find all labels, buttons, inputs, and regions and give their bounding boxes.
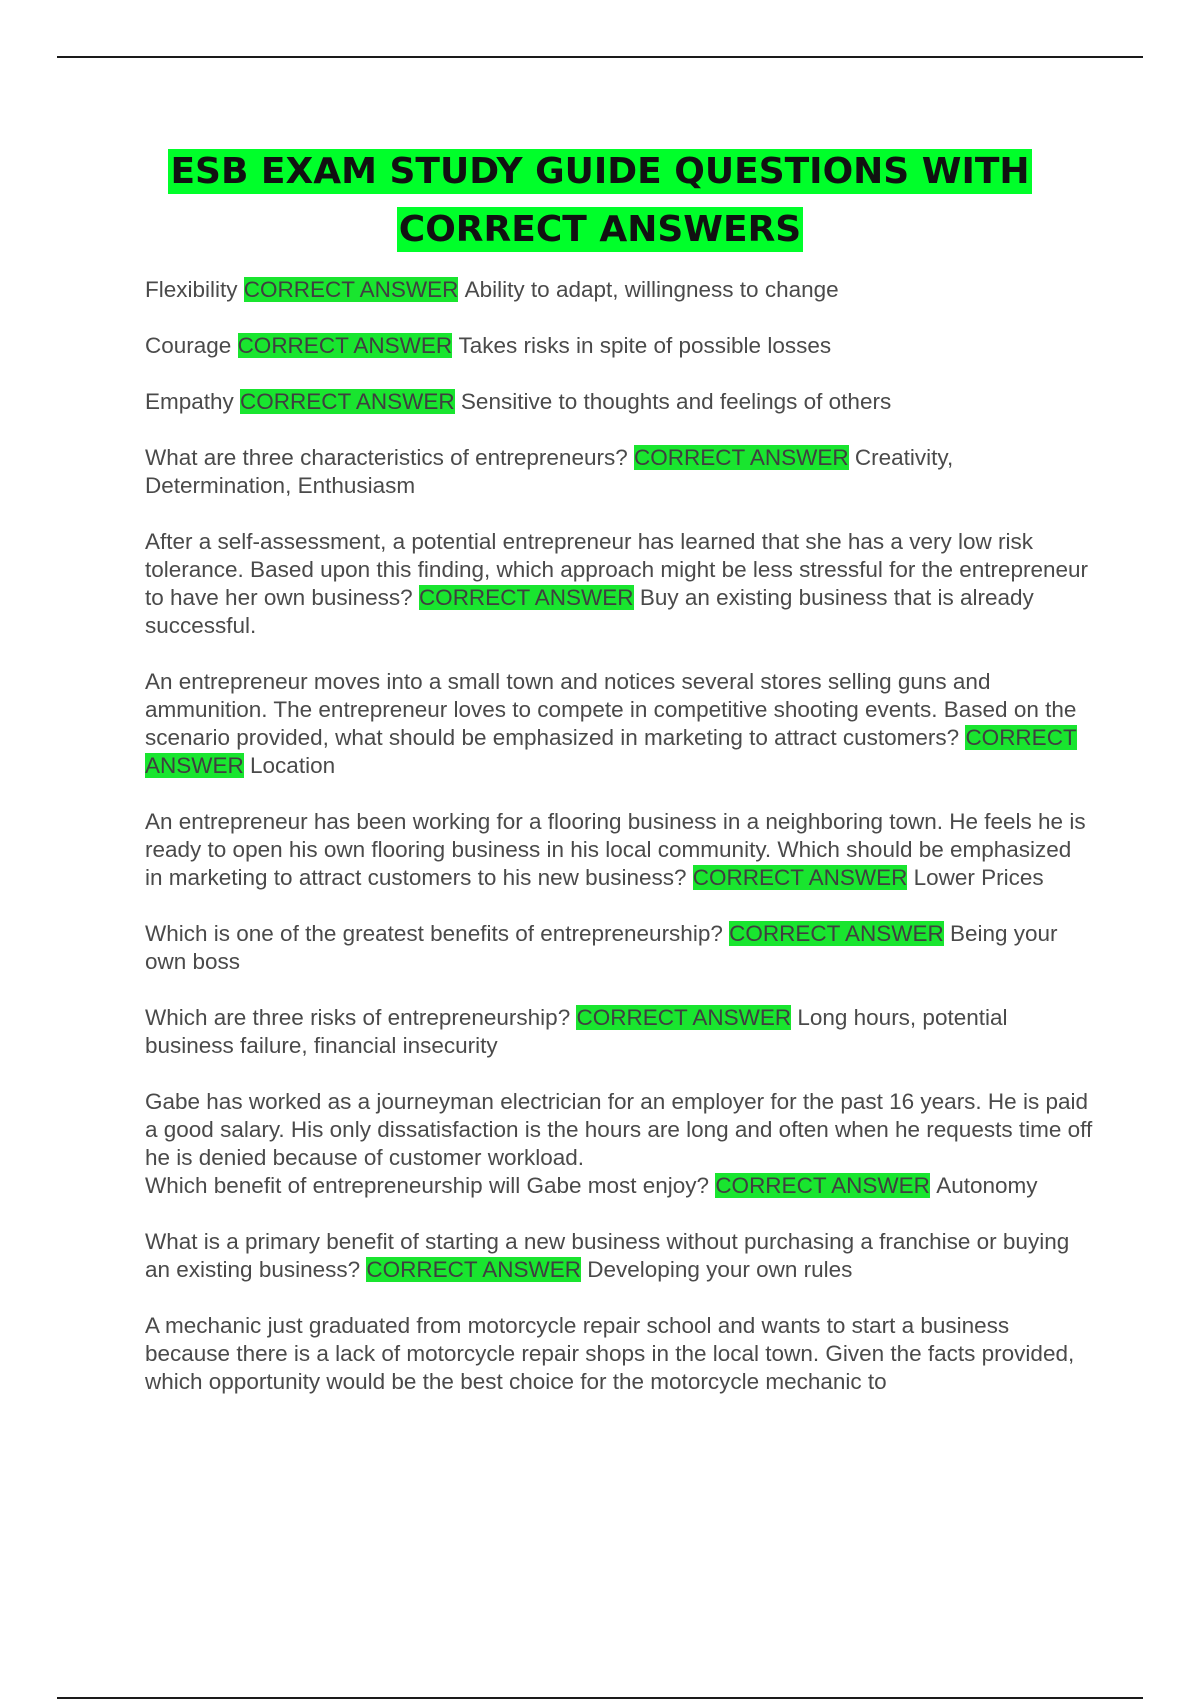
qa-item <box>145 668 1095 780</box>
answer-text: Creativity, Determination, Enthusiasm <box>145 445 954 498</box>
qa-item <box>145 1312 1095 1396</box>
answer-text: Autonomy <box>936 1173 1038 1198</box>
qa-item <box>145 808 1095 892</box>
question-text: Empathy <box>145 389 241 414</box>
title-line-2: CORRECT ANSWERS <box>398 209 802 250</box>
answer-text: Being your own boss <box>145 921 1058 974</box>
question-text: Which is one of the greatest benefits of entrepreneurship? <box>145 921 730 946</box>
question-text: An entrepreneur has been working for a flooring business in a neighboring town. He feels he is ready to open his own flooring business in his local community. Which should be emphasized in marketing to attract customers to his new business? <box>145 809 1086 890</box>
qa-item <box>145 388 1095 416</box>
correct-answer-tag: CORRECT ANSWER <box>576 1005 792 1030</box>
page-title <box>0 143 1200 259</box>
answer-text: Developing your own rules <box>587 1257 853 1282</box>
qa-item <box>145 276 1095 304</box>
answer-text: Long hours, potential business failure, financial insecurity <box>145 1005 1008 1058</box>
correct-answer-tag: CORRECT ANSWER <box>418 585 634 610</box>
correct-answer-tag: CORRECT ANSWER <box>366 1257 581 1282</box>
qa-list <box>145 276 1095 1424</box>
answer-text: Buy an existing business that is already successful. <box>145 585 1034 638</box>
correct-answer-tag: CORRECT ANSWER <box>729 921 944 946</box>
correct-answer-tag: CORRECT ANSWER <box>715 1173 930 1198</box>
title-line-1: ESB EXAM STUDY GUIDE QUESTIONS WITH <box>170 151 1030 192</box>
correct-answer-tag: CORRECT ANSWER <box>240 389 455 414</box>
question-text: A mechanic just graduated from motorcycle repair school and wants to start a business because there is a lack of motorcycle repair shops in the local town. Given the facts provided, which opportunity would be the best choice for the motorcycle mechanic to <box>145 1313 1075 1394</box>
correct-answer-tag: CORRECT ANSWER <box>633 445 849 470</box>
correct-answer-tag: CORRECT ANSWER <box>243 277 459 302</box>
question-followup-text <box>145 1172 1095 1200</box>
correct-answer-tag: CORRECT ANSWER <box>145 725 1077 778</box>
qa-item <box>145 920 1095 976</box>
question-text: After a self-assessment, a potential entrepreneur has learned that she has a very low risk tolerance. Based upon this finding, which approach might be less stressful for the entrepreneur to have her own business? <box>145 529 1089 610</box>
answer-text: Ability to adapt, willingness to change <box>464 277 839 302</box>
question-followup-label: Which benefit of entrepreneurship will Gabe most enjoy? <box>145 1173 716 1198</box>
qa-item <box>145 1228 1095 1284</box>
question-text: What is a primary benefit of starting a new business without purchasing a franchise or buying an existing business? <box>145 1229 1070 1282</box>
qa-item <box>145 528 1095 640</box>
question-text: Which are three risks of entrepreneurship? <box>145 1005 577 1030</box>
question-text: Gabe has worked as a journeyman electrician for an employer for the past 16 years. He is paid a good salary. His only dissatisfaction is the hours are long and often when he requests time off he is denied because of customer workload. <box>145 1089 1093 1170</box>
answer-text: Lower Prices <box>913 865 1044 890</box>
qa-item <box>145 332 1095 360</box>
answer-text: Sensitive to thoughts and feelings of others <box>460 389 892 414</box>
answer-text: Location <box>250 753 336 778</box>
question-text: An entrepreneur moves into a small town and notices several stores selling guns and ammunition. The entrepreneur loves to compete in competitive shooting events. Based on the scenario provided, what should be emphasized in marketing to attract customers? <box>145 669 1077 750</box>
qa-item <box>145 1088 1095 1200</box>
top-rule <box>57 56 1143 58</box>
question-text: Flexibility <box>145 277 244 302</box>
question-text: Courage <box>145 333 238 358</box>
answer-text: Takes risks in spite of possible losses <box>458 333 832 358</box>
bottom-rule <box>57 1697 1143 1699</box>
question-text: What are three characteristics of entrepreneurs? <box>145 445 634 470</box>
correct-answer-tag: CORRECT ANSWER <box>692 865 908 890</box>
qa-item <box>145 444 1095 500</box>
qa-item <box>145 1004 1095 1060</box>
correct-answer-tag: CORRECT ANSWER <box>237 333 453 358</box>
